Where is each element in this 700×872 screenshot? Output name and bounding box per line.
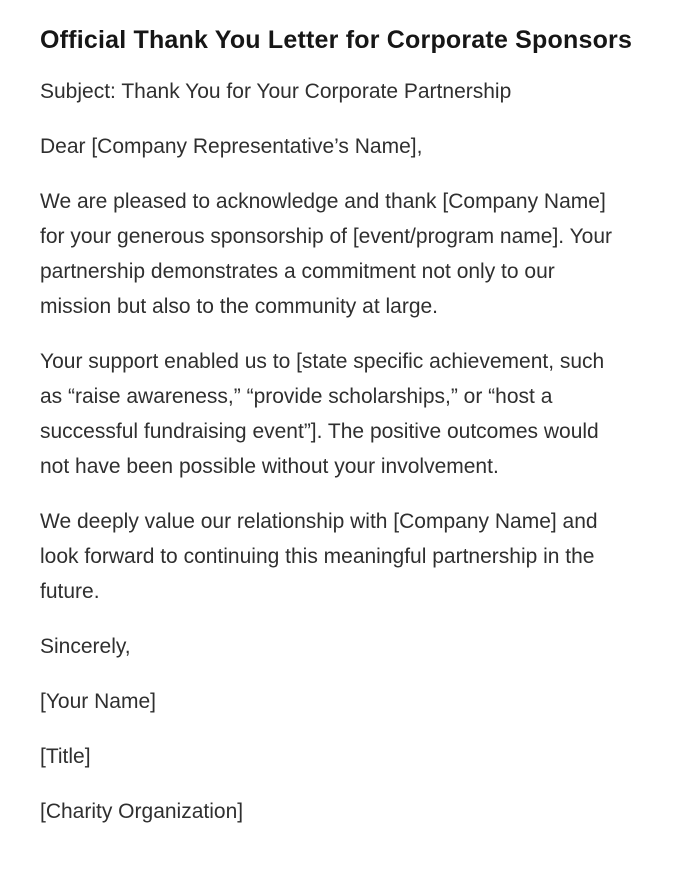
letter-paragraph: We are pleased to acknowledge and thank [Company Name] for your generous sponsorship of [event/program name]. Your partnership demonstrates a commitment not only to our mission but also to the community at large.: [40, 190, 613, 318]
salutation: Dear [Company Representative’s Name],: [40, 135, 423, 158]
signature-line: [Your Name]: [40, 690, 156, 713]
letter-paragraph: We deeply value our relationship with [Company Name] and look forward to continuing this meaningful partnership in the future.: [40, 510, 598, 603]
signature-block: [40, 684, 660, 829]
letter-paragraph: Your support enabled us to [state specific achievement, such as “raise awareness,” “provide scholarships,” or “host a successful fundraising event”]. The positive outcomes would not have been possible without your involvement.: [40, 350, 605, 478]
letter-title: Official Thank You Letter for Corporate Sponsors: [40, 26, 633, 54]
subject-line: Subject: Thank You for Your Corporate Partnership: [40, 80, 512, 103]
signature-line: [Title]: [40, 745, 91, 768]
letter-body: [40, 184, 660, 609]
signature-line: [Charity Organization]: [40, 800, 244, 823]
closing: Sincerely,: [40, 635, 131, 658]
